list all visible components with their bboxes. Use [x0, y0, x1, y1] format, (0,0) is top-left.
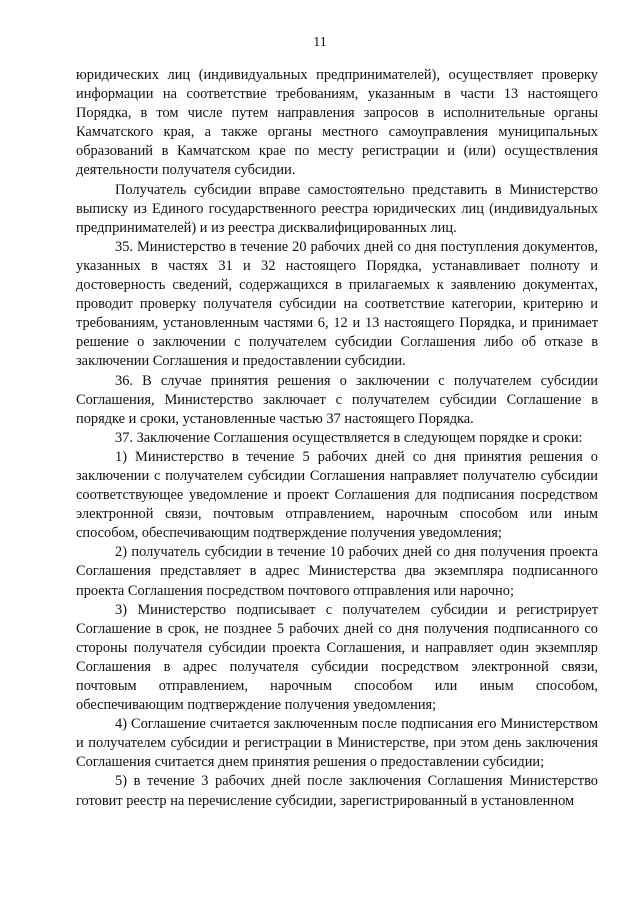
paragraph-37-item-5: 5) в течение 3 рабочих дней после заключения Соглашения Министерство готовит реестр на перечисление субсидии, зарегистрированный в установленном — [76, 773, 598, 809]
document-body — [76, 66, 598, 811]
paragraph-37-item-2: 2) получатель субсидии в течение 10 рабочих дней со дня получения проекта Соглашения представляет в адрес Министерства два экземпляра подписанного проекта Соглашения посредством почтового отправления или нарочно; — [76, 544, 598, 599]
paragraph-continuation: юридических лиц (индивидуальных предпринимателей), осуществляет проверку информации на соответствие требованиям, указанным в части 13 настоящего Порядка, в том числе путем направления запросов в исполнительные органы Камчатского края, а также органы местного самоуправления муниципальных образований в Камчатском крае по месту регистрации и (или) осуществления деятельности получателя субсидии. — [76, 67, 598, 179]
paragraph-37: 37. Заключение Соглашения осуществляется в следующем порядке и сроки: — [115, 429, 583, 446]
paragraph-37-item-4: 4) Соглашение считается заключенным после подписания его Министерством и получателем субсидии и регистрации в Министерстве, при этом день заключения Соглашения считается днем принятия решения о предоставлении субсидии; — [76, 716, 598, 771]
paragraph-37-item-3: 3) Министерство подписывает с получателем субсидии и регистрирует Соглашение в срок, не позднее 5 рабочих дней со дня получения подписанного со стороны получателя субсидии проекта Соглашения, и направляет один экземпляр Соглашения в адрес получателя субсидии посредством электронной связи, почтовым отправлением, нарочным способом или иным способом, обеспечивающим подтверждение получения уведомления; — [76, 601, 598, 714]
paragraph-35: 35. Министерство в течение 20 рабочих дней со дня поступления документов, указанных в частях 31 и 32 настоящего Порядка, устанавливает полноту и достоверность сведений, содержащихся в прилагаемых к заявлению документах, проводит проверку получателя субсидии на соответствие категории, критерию и требованиям, установленным частями 6, 12 и 13 настоящего Порядка, и принимает решение о заключении с получателем субсидии Соглашения либо об отказе в заключении Соглашения и предоставлении субсидии. — [76, 238, 598, 370]
paragraph-37-item-1: 1) Министерство в течение 5 рабочих дней со дня принятия решения о заключении с получателем субсидии Соглашения направляет получателю субсидии соответствующее уведомление и проект Соглашения для подписания посредством электронной связи, почтовым отправлением, нарочным способом или иным способом, обеспечивающим подтверждение получения уведомления; — [76, 448, 598, 542]
paragraph-self-submission: Получатель субсидии вправе самостоятельно представить в Министерство выписку из Единого государственного реестра юридических лиц (индивидуальных предпринимателей) и из реестра дисквалифицированных лиц. — [76, 181, 598, 236]
paragraph-36: 36. В случае принятия решения о заключении с получателем субсидии Соглашения, Министерство заключает с получателем субсидии Соглашение в порядке и сроки, установленные частью 37 настоящего Порядка. — [76, 372, 598, 427]
page-number: 11 — [313, 35, 327, 50]
